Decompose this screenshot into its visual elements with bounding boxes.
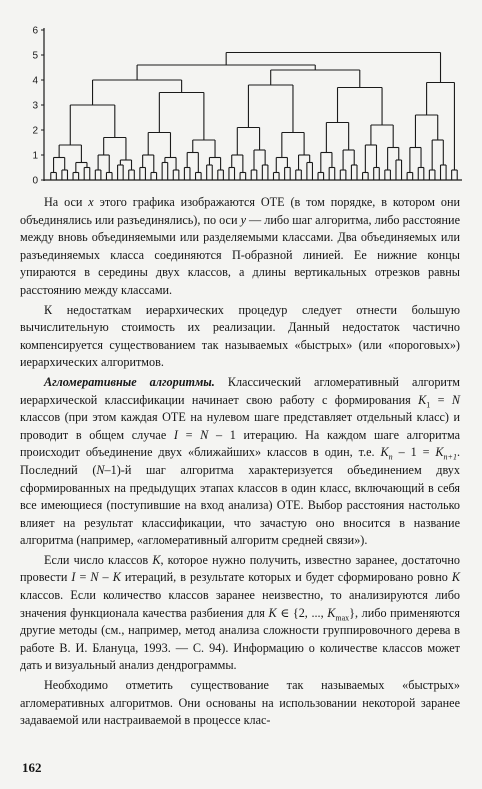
y-tick-label: 4 xyxy=(32,75,38,87)
paragraph-agglomerative-algorithms xyxy=(0,374,482,550)
dendrogram-tree xyxy=(51,53,457,181)
text-run: – xyxy=(98,570,113,585)
text-run: ∈ {2, ..., xyxy=(276,605,328,620)
y-tick-label: 5 xyxy=(32,50,38,62)
text-run: N xyxy=(200,427,209,442)
page-number: 162 xyxy=(22,760,42,775)
text-run: y xyxy=(240,212,246,227)
y-axis xyxy=(32,26,462,187)
text-run: I xyxy=(173,427,178,442)
paragraph-axes-description xyxy=(0,194,482,300)
text-run: n xyxy=(388,452,393,462)
text-run: Классический агломеративный алгоритм иерархической классификации начинает свою работу с формирования xyxy=(20,374,460,407)
text-run: x xyxy=(88,195,94,209)
text-run: K xyxy=(327,605,336,620)
text-run: Необходимо отметить существование так называемых «быстрых» агломеративных алгоритмов. Они основаны на использовании некоторой заранее задаваемой или настраиваемой в процессе клас- xyxy=(20,678,460,728)
text-run: N xyxy=(96,462,105,477)
text-run: K xyxy=(112,570,121,585)
y-tick-label: 3 xyxy=(32,100,38,112)
paragraph-fast-algorithms xyxy=(0,677,482,730)
text-run: –1)-й шаг алгоритма характеризуется объединением двух сформированных на предыдущих этапах классов в один класс, включающий в себя все имеющиеся (поступившие на вход анализа) ОТЕ. Выбор расстояния настолько влияет на результат классификации, что зачастую оно вносится в название алгоритма (например, «агломеративный алгоритм средней связи»). xyxy=(20,462,460,548)
text-run: классов (при этом каждая ОТЕ на нулевом шаге представляет отдельный класс) и проводит в общем случае xyxy=(20,410,460,442)
text-run: K xyxy=(418,392,427,407)
text-run: n+1 xyxy=(443,452,457,462)
text-run: К недостаткам иерархических процедур следует отнести большую вычислительную стоимость их реализации. Данный недостаток частично компенсируется существованием так называемых «быстрых» (или «пороговых») иерархических алгоритмов. xyxy=(20,302,460,370)
text-run: = xyxy=(75,570,91,585)
text-run: итераций, в результате которых и будет сформировано ровно xyxy=(120,570,452,585)
dendrogram-figure xyxy=(28,22,468,190)
text-run: K xyxy=(268,605,277,620)
text-run: 1 xyxy=(426,399,431,409)
text-run: I xyxy=(71,570,76,585)
text-run: = xyxy=(177,427,201,442)
text-run: На оси xyxy=(44,195,89,209)
text-run: , которое нужно получить, известно заранее, достаточно провести xyxy=(20,552,460,585)
text-run: K xyxy=(152,552,161,567)
text-run: K xyxy=(380,445,389,460)
text-run: K xyxy=(451,570,461,585)
text-run: N xyxy=(90,570,99,585)
text-run: — либо шаг алгоритма, либо расстояние между вновь объединяемыми или разделяемыми классами. Два объединяемых или разъединяемых класса соединяются П-образной линией. Ее нижние концы упираются в середины двух классов, а длины вертикальных отрезков равны расстоянию между классами. xyxy=(20,212,460,297)
paragraph-hierarchical-drawbacks xyxy=(0,302,482,372)
text-run: = xyxy=(430,392,452,407)
y-tick-label: 2 xyxy=(32,125,38,137)
y-tick-label: 0 xyxy=(32,175,38,187)
paragraph-number-of-classes xyxy=(0,552,482,675)
text-run: }, либо применяются другие методы (см., например, метод анализа сложности группировочного дерева в работе В. И. Блануца, 1993. — С. 94). Информацию о количестве классов может дать и визуальный анализ дендрограммы. xyxy=(20,605,460,673)
text-run: . Последний ( xyxy=(20,445,460,477)
text-run: – 1 итерацию. На каждом шаге алгоритма происходит объединение двух «ближайших» классов в один, т.е. xyxy=(20,427,461,460)
text-run: N xyxy=(451,392,461,407)
text-run: этого графика изображаются ОТЕ (в том порядке, в котором они объединялись или разъединялись), по оси xyxy=(20,195,461,227)
y-tick-label: 1 xyxy=(32,150,38,162)
body-text xyxy=(0,194,482,730)
text-run: классов. Если количество классов заранее неизвестно, то анализируются либо значения функционала качества разбиения для xyxy=(20,588,460,620)
text-run: – 1 = xyxy=(392,445,436,460)
paragraph-run-in-heading: Агломеративные алгоритмы. xyxy=(44,374,215,389)
text-run: K xyxy=(435,445,444,460)
text-run: max xyxy=(335,613,350,623)
y-tick-label: 6 xyxy=(32,25,38,37)
text-run: Если число классов xyxy=(44,552,153,567)
